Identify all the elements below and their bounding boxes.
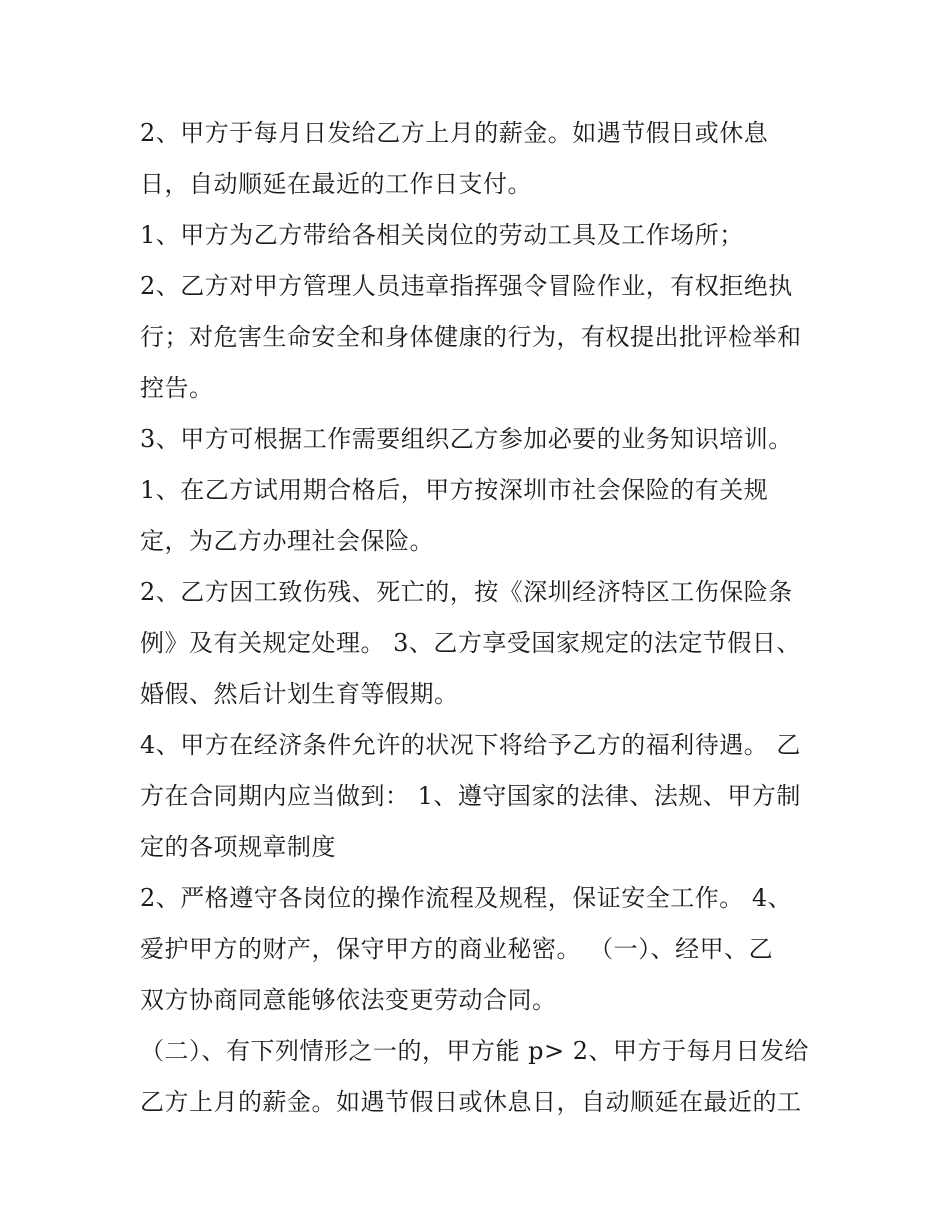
text-line: 日，自动顺延在最近的工作日支付。	[140, 170, 532, 198]
text-line: 定，为乙方办理社会保险。	[140, 527, 434, 555]
text-line: 2、严格遵守各岗位的操作流程及规程，保证安全工作。 4、	[140, 884, 793, 912]
document-body	[140, 108, 830, 1128]
text-line: 2、甲方于每月日发给乙方上月的薪金。如遇节假日或休息	[140, 119, 769, 147]
text-line: 4、甲方在经济条件允许的状况下将给予乙方的福利待遇。 乙	[140, 731, 801, 759]
text-line: 婚假、然后计划生育等假期。	[140, 680, 459, 708]
text-line: 方在合同期内应当做到： 1、遵守国家的法律、法规、甲方制	[140, 782, 801, 810]
text-line: 爱护甲方的财产，保守甲方的商业秘密。 （一）、经甲、乙	[140, 935, 774, 963]
text-line: 双方协商同意能够依法变更劳动合同。	[140, 986, 557, 1014]
text-line: 控告。	[140, 374, 214, 402]
text-line: 2、乙方对甲方管理人员违章指挥强令冒险作业，有权拒绝执	[140, 272, 793, 300]
text-line: 行；对危害生命安全和身体健康的行为，有权提出批评检举和	[140, 323, 802, 351]
text-line: 1、在乙方试用期合格后，甲方按深圳市社会保险的有关规	[140, 476, 769, 504]
text-line: 例》及有关规定处理。 3、乙方享受国家规定的法定节假日、	[140, 629, 801, 657]
text-line: 2、乙方因工致伤残、死亡的，按《深圳经济特区工伤保险条	[140, 578, 793, 606]
text-line: 定的各项规章制度	[140, 833, 336, 861]
text-line: 乙方上月的薪金。如遇节假日或休息日，自动顺延在最近的工	[140, 1088, 802, 1116]
text-line: 1、甲方为乙方带给各相关岗位的劳动工具及工作场所；	[140, 221, 744, 249]
text-line: （二）、有下列情形之一的，甲方能 p> 2、甲方于每月日发给	[140, 1037, 809, 1065]
text-line: 3、甲方可根据工作需要组织乙方参加必要的业务知识培训。	[140, 425, 793, 453]
